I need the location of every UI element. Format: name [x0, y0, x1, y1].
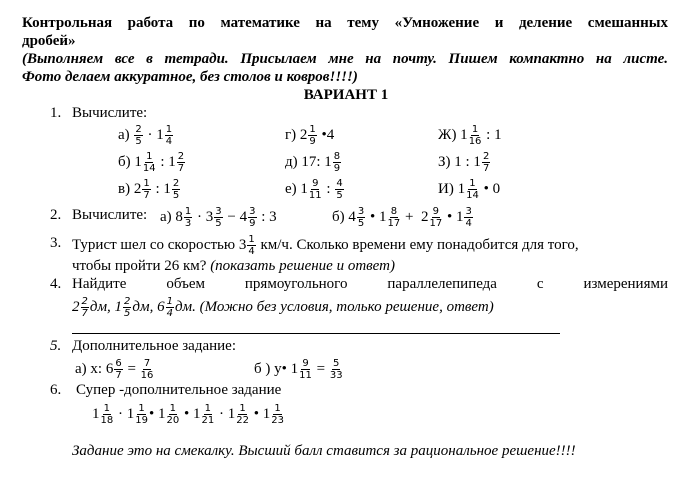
task-1-item [438, 124, 502, 147]
expr-text: дм, 6 [132, 298, 165, 315]
denominator: 7 [143, 190, 150, 201]
divider-line [72, 333, 560, 334]
denominator: 33 [329, 370, 343, 381]
denominator: 4 [465, 218, 472, 229]
denominator: 19 [135, 415, 148, 426]
expr-text: км/ч. Сколько времени ему понадобится для того, [256, 236, 579, 253]
footer-note: Задание это на смекалку. Высший балл ставится за рациональное решение!!!! [72, 443, 576, 459]
expr-text: : 3 [257, 208, 277, 225]
task-4-line-2 [72, 296, 494, 319]
task-number: 1. [50, 105, 62, 121]
expr-text: б ) у• 1 [254, 360, 299, 377]
expr-text: : 1 [151, 180, 171, 197]
numerator: 1 [248, 234, 255, 245]
task-5b [254, 358, 344, 381]
fraction [134, 124, 142, 147]
numerator: 1 [166, 296, 173, 307]
numerator: 5 [333, 358, 340, 369]
numerator: 2 [482, 151, 490, 162]
fraction [309, 178, 322, 201]
fraction [201, 403, 214, 426]
expr-text: · 3 [193, 208, 214, 225]
expr-text: · 1 [215, 405, 236, 422]
expr-text: дм, 1 [89, 298, 123, 315]
numerator: 1 [169, 403, 177, 414]
denominator: 21 [201, 415, 215, 426]
fraction [143, 151, 156, 174]
denominator: 17 [387, 218, 401, 229]
denominator: 23 [271, 415, 284, 426]
task-3-line-1 [72, 234, 579, 257]
task-1-item [118, 151, 186, 174]
fraction [114, 358, 122, 381]
task-5a [75, 358, 154, 381]
denominator: 17 [429, 218, 443, 229]
numerator: 1 [103, 403, 111, 414]
fraction [141, 358, 154, 381]
fraction [388, 206, 401, 229]
denominator: 18 [100, 415, 114, 426]
numerator: 1 [204, 403, 212, 414]
numerator: 2 [81, 296, 88, 307]
expr-text: · 1 [114, 405, 135, 422]
fraction [177, 151, 185, 174]
fraction [165, 124, 173, 147]
fraction [299, 358, 312, 381]
expr-text: = [312, 360, 329, 377]
task-1-label: Вычислите: [72, 105, 148, 121]
fraction [335, 178, 343, 201]
task-number: 2. [50, 207, 62, 223]
expr-text: • 1 [180, 405, 201, 422]
task-6-label: Супер -дополнительное задание [76, 382, 282, 398]
expr-text: • 1 [249, 405, 271, 422]
denominator: 5 [172, 190, 180, 201]
denominator: 16 [468, 136, 482, 147]
task-1-item [438, 178, 500, 201]
expr-text: а) [118, 126, 134, 143]
expr-text: е) 1 [285, 180, 308, 197]
numerator: 1 [184, 206, 192, 217]
denominator: 3 [184, 218, 192, 229]
fraction [330, 358, 343, 381]
numerator: 8 [333, 151, 341, 162]
expr-text: б) 4 [332, 208, 356, 225]
task-5-label: Дополнительное задание: [72, 338, 237, 354]
task-1-item [118, 178, 181, 201]
denominator: 4 [166, 308, 173, 319]
numerator: 3 [249, 206, 256, 217]
denominator: 9 [309, 136, 316, 147]
numerator: 7 [143, 358, 151, 369]
numerator: 1 [165, 124, 173, 135]
task-3-note: (показать решение и ответ) [210, 258, 395, 274]
expr-text: Ж) 1 [438, 126, 468, 143]
task-2-label: Вычислите: [72, 207, 148, 223]
task-3-text: чтобы пройти 26 км? [72, 258, 211, 274]
fraction [466, 178, 479, 201]
expr-text: = [123, 360, 140, 377]
expr-text: б) 1 [118, 153, 142, 170]
numerator: 1 [138, 403, 145, 414]
fraction [247, 234, 255, 257]
expr-text: г) 2 [285, 126, 308, 143]
expr-text: 2 [72, 298, 80, 315]
denominator: 5 [124, 308, 131, 319]
expr-text: в) 2 [118, 180, 142, 197]
title-line-2: дробей» [22, 33, 76, 49]
task-6-expr [92, 403, 285, 426]
fraction [333, 151, 341, 174]
title-line-1: Контрольная работа по математике на тему «Умножение и деление смешанных [22, 15, 668, 31]
denominator: 7 [482, 163, 490, 174]
numerator: 2 [177, 151, 185, 162]
denominator: 4 [165, 136, 173, 147]
fraction [101, 403, 114, 426]
denominator: 9 [249, 218, 256, 229]
denominator: 14 [142, 163, 156, 174]
denominator: 5 [215, 218, 222, 229]
fraction [81, 296, 89, 319]
denominator: 5 [336, 190, 343, 201]
numerator: 1 [146, 151, 153, 162]
numerator: 3 [215, 206, 222, 217]
expr-text: д) 17: 1 [285, 153, 332, 170]
expr-text: И) 1 [438, 180, 466, 197]
task-1-item [118, 124, 174, 147]
expr-text: • 0 [479, 180, 501, 197]
denominator: 22 [236, 415, 249, 426]
fraction [166, 403, 179, 426]
variant-heading: ВАРИАНТ 1 [303, 87, 389, 103]
fraction [123, 296, 131, 319]
denominator: 7 [81, 308, 88, 319]
denominator: 14 [466, 190, 479, 201]
task-number: 6. [50, 382, 62, 398]
fraction [135, 403, 148, 426]
expr-text: Турист шел со скоростью 3 [72, 236, 247, 253]
numerator: 3 [465, 206, 472, 217]
task-2b [332, 206, 474, 229]
numerator: 3 [357, 206, 365, 217]
expr-text: + 2 [401, 208, 429, 225]
expr-text: дм. (Можно без условия, только решение, ответ) [174, 298, 494, 315]
denominator: 5 [357, 218, 365, 229]
fraction [482, 151, 490, 174]
numerator: 9 [302, 358, 309, 369]
expr-text: а) x: 6 [75, 360, 114, 377]
task-number: 4. [50, 276, 62, 292]
fraction [429, 206, 442, 229]
denominator: 16 [140, 370, 154, 381]
numerator: 1 [143, 178, 150, 189]
expr-text: 1 [92, 405, 100, 422]
numerator: 2 [135, 124, 142, 135]
fraction [271, 403, 284, 426]
numerator: 2 [172, 178, 180, 189]
task-1-item [438, 151, 491, 174]
task-1-item [285, 124, 334, 147]
denominator: 11 [299, 370, 312, 381]
fraction [236, 403, 249, 426]
denominator: 5 [135, 136, 142, 147]
numerator: 1 [239, 403, 246, 414]
denominator: 9 [333, 163, 341, 174]
fraction [142, 178, 150, 201]
expr-text: • 1 [148, 405, 166, 422]
expr-text: − 4 [223, 208, 248, 225]
expr-text: : 1 [156, 153, 176, 170]
task-number: 3. [50, 235, 62, 251]
fraction [166, 296, 174, 319]
numerator: 1 [309, 124, 316, 135]
task-1-item [285, 178, 345, 201]
task-1-item [285, 151, 342, 174]
fraction [357, 206, 365, 229]
instruction-line-2: Фото делаем аккуратное, без столов и ковров!!!!) [22, 69, 358, 85]
numerator: 8 [390, 206, 398, 217]
numerator: 9 [312, 178, 319, 189]
denominator: 4 [248, 246, 255, 257]
numerator: 1 [274, 403, 281, 414]
fraction [248, 206, 256, 229]
expr-text: · 1 [143, 126, 164, 143]
expr-text: • 1 [443, 208, 464, 225]
task-2a [160, 206, 277, 229]
fraction [469, 124, 482, 147]
numerator: 4 [336, 178, 343, 189]
expr-text: • 1 [366, 208, 387, 225]
task-3-line-2 [72, 257, 395, 275]
denominator: 11 [308, 190, 322, 201]
fraction [184, 206, 192, 229]
expr-text: а) 8 [160, 208, 183, 225]
fraction [464, 206, 472, 229]
expr-text: •4 [317, 126, 335, 143]
denominator: 7 [115, 370, 122, 381]
expr-text: З) 1 : 1 [438, 153, 481, 170]
fraction [308, 124, 316, 147]
numerator: 1 [469, 178, 476, 189]
fraction [172, 178, 180, 201]
numerator: 1 [471, 124, 479, 135]
denominator: 20 [166, 415, 180, 426]
numerator: 9 [432, 206, 440, 217]
fraction [214, 206, 222, 229]
denominator: 7 [177, 163, 185, 174]
expr-text: : [322, 180, 335, 197]
numerator: 6 [115, 358, 122, 369]
task-4-line-1: Найдите объем прямоугольного параллелепипеда с измерениями [72, 276, 668, 292]
instruction-line-1: (Выполняем все в тетради. Присылаем мне на почту. Пишем компактно на листе. [22, 51, 668, 67]
expr-text: : 1 [482, 126, 502, 143]
numerator: 2 [124, 296, 131, 307]
task-number: 5. [50, 338, 62, 354]
